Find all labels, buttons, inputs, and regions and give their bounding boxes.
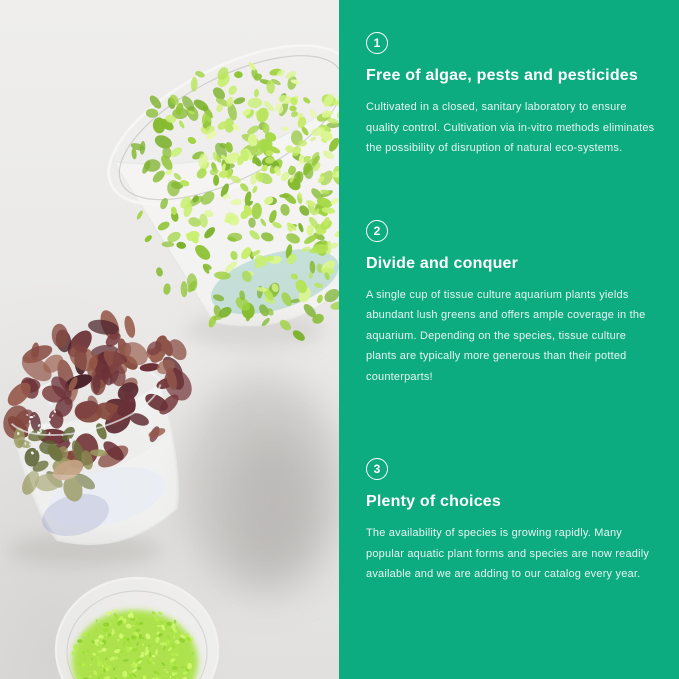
feature-heading: Divide and conquer — [366, 254, 519, 272]
step-number-badge: 2 — [366, 220, 388, 242]
feature-heading: Free of algae, pests and pesticides — [366, 67, 638, 84]
feature-section-2 — [366, 220, 655, 388]
feature-section-3 — [366, 458, 655, 585]
feature-description: A single cup of tissue culture aquarium plants yields abundant lush greens and offers ample coverage in the aquarium. Depending on the species, tissue culture plants are typically more generous than their potted counterparts! — [366, 288, 646, 383]
feature-panel — [339, 0, 679, 679]
feature-heading: Plenty of choices — [366, 493, 501, 510]
step-number-badge: 3 — [366, 458, 388, 480]
feature-description: Cultivated in a closed, sanitary laboratory to ensure quality control. Cultivation via in-vitro methods eliminates the possibility of disruption of natural eco-systems. — [366, 101, 655, 154]
feature-section-1 — [366, 0, 655, 159]
soft-shadow — [180, 375, 339, 595]
feature-description: The availability of species is growing rapidly. Many popular aquatic plant forms and species are now readily available and we are adding to our catalog every year. — [366, 527, 650, 580]
step-number-badge: 1 — [366, 32, 388, 54]
product-photo — [0, 0, 339, 679]
photo-scene — [0, 0, 339, 679]
